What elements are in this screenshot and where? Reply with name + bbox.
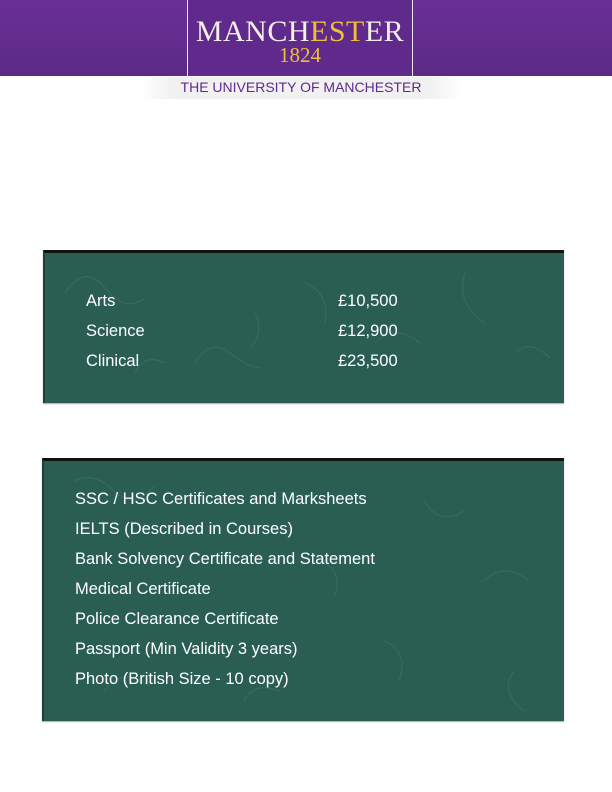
fee-subject: Science	[86, 322, 145, 340]
header-bar	[0, 0, 612, 76]
document-item: Bank Solvency Certificate and Statement	[75, 550, 375, 568]
logo-wordmark: MANCHESTER	[195, 15, 405, 48]
tuition-fees-panel	[43, 250, 564, 403]
document-item: Police Clearance Certificate	[75, 610, 279, 628]
document-item: IELTS (Described in Courses)	[75, 520, 293, 538]
fee-amount: £23,500	[338, 352, 398, 370]
logo-year: 1824	[279, 43, 321, 67]
fee-subject: Arts	[86, 292, 116, 310]
university-name-banner	[140, 77, 462, 99]
university-logo	[187, 0, 413, 76]
document-item: Medical Certificate	[75, 580, 211, 598]
document-item: Passport (Min Validity 3 years)	[75, 640, 298, 658]
fee-subject: Clinical	[86, 352, 140, 370]
document-item: Photo (British Size - 10 copy)	[75, 670, 289, 688]
university-name: THE UNIVERSITY OF MANCHESTER	[180, 79, 422, 95]
required-documents-panel	[42, 458, 564, 721]
fee-amount: £12,900	[338, 322, 398, 340]
fee-amount: £10,500	[338, 292, 398, 310]
document-item: SSC / HSC Certificates and Marksheets	[75, 490, 367, 508]
